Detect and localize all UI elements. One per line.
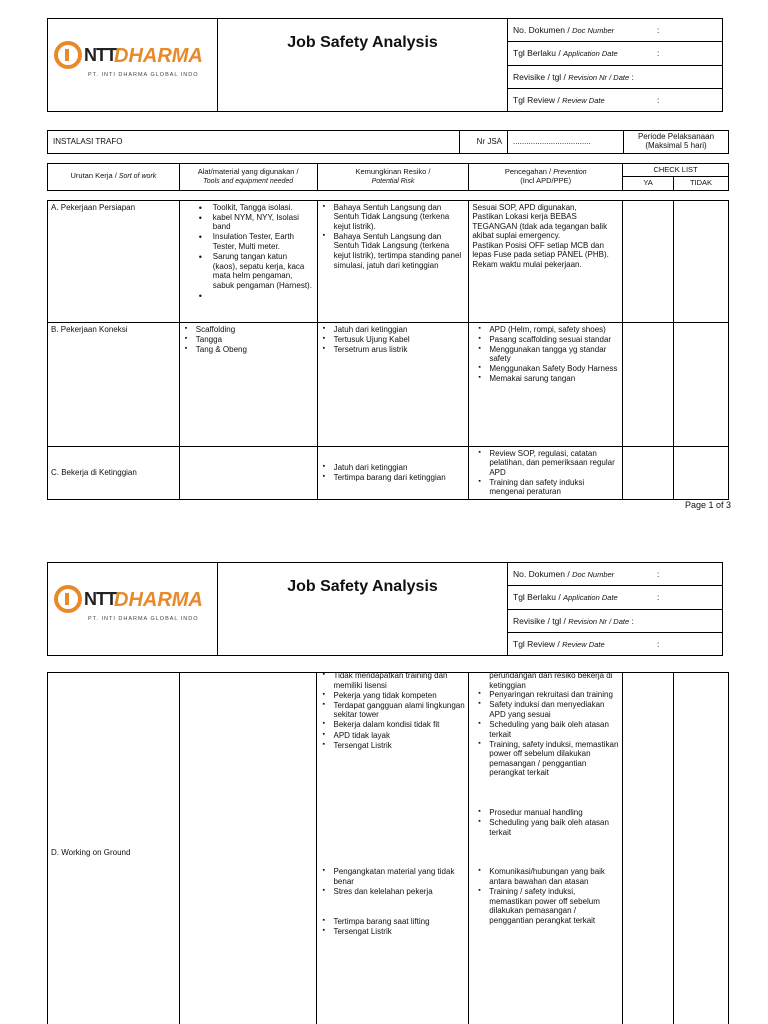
page-number: Page 1 of 3 <box>684 500 731 510</box>
title-cell <box>218 563 508 655</box>
doc-number-row: No. Dokumen / Doc Number : <box>508 19 722 42</box>
check-no-cell[interactable] <box>674 200 729 322</box>
document-title: Job Safety Analysis <box>287 34 438 51</box>
logo-subtitle: PT. INTI DHARMA GLOBAL INDO <box>88 616 199 622</box>
list-item: ▪ Pekerja yang tidak kompeten <box>320 691 465 701</box>
title-cell <box>218 19 508 111</box>
prevention-cell <box>469 200 623 322</box>
list-item: ▪ Scheduling yang baik oleh atasan terkait <box>476 818 619 837</box>
table-row <box>48 673 729 1024</box>
document-meta <box>508 19 722 111</box>
risk-cell <box>317 200 469 322</box>
revision-row: Revisike / tgl / Revision Nr / Date : <box>508 66 722 89</box>
list-item: ▪ Tertimpa barang saat lifting <box>320 917 465 927</box>
review-date-row: Tgl Review / Review Date : <box>513 94 660 105</box>
tools-cell <box>179 673 317 1024</box>
list-item: ▪ Tersengat Listrik <box>320 927 465 937</box>
list-item: • kabel NYM, NYY, Isolasi band <box>183 213 314 232</box>
col-header-risk: Kemungkinan Resiko / Potential Risk <box>317 164 469 191</box>
list-item: ▪ Komunikasi/hubungan yang baik antara bawahan dan atasan <box>476 867 619 886</box>
period-cell <box>624 131 728 153</box>
tools-cell <box>179 200 317 322</box>
logo-text-dharma: DHARMA <box>114 45 203 67</box>
list-item: ▪ APD (Helm, rompi, safety shoes) <box>476 325 619 335</box>
document-title: Job Safety Analysis <box>287 578 438 595</box>
table-row <box>48 200 729 322</box>
logo-subtitle: PT. INTI DHARMA GLOBAL INDO <box>88 72 199 78</box>
doc-number-row: No. Dokumen / Doc Number : <box>508 563 722 586</box>
jsa-number-value: ................................... <box>508 131 624 153</box>
list-item: ▪ Scaffolding <box>183 325 314 335</box>
check-yes-cell[interactable] <box>623 200 674 322</box>
company-logo <box>54 41 214 89</box>
list-item: ▪ Pengangkatan material yang tidak benar <box>320 867 465 886</box>
check-no-cell[interactable] <box>674 673 729 1024</box>
check-yes-cell[interactable] <box>623 673 674 1024</box>
list-item: ▪ Bahaya Sentuh Langsung dan Sentuh Tidak Langsung (terkena kejut listrik), tertimpa standing panel simulasi, jatuh dari ketinggian <box>321 232 466 270</box>
list-item: • Toolkit, Tangga isolasi. <box>183 203 314 213</box>
document-meta <box>508 563 722 655</box>
list-item: ▪ Bekerja dalam kondisi tidak fit <box>320 720 465 730</box>
jsa-table-page2 <box>47 672 729 1024</box>
table-row <box>48 446 729 500</box>
col-header-yes: YA <box>623 177 674 190</box>
list-item: ▪ Prosedur manual handling <box>476 808 619 818</box>
list-item: ▪ Tang & Obeng <box>183 345 314 355</box>
list-item: • Insulation Tester, Earth Tester, Multi meter. <box>183 232 314 251</box>
list-item: ▪ Tertimpa barang dari ketinggian <box>321 473 466 483</box>
logo-cell <box>48 19 218 111</box>
revision-row: Revisike / tgl / Revision Nr / Date : <box>508 610 722 633</box>
activity-info-row <box>47 130 729 154</box>
logo-mark-icon <box>54 41 82 69</box>
company-logo <box>54 585 214 633</box>
logo-text-ntt: NTT <box>84 45 116 65</box>
risk-cell <box>317 446 469 500</box>
logo-mark-icon <box>54 585 82 613</box>
prevention-cell <box>469 446 623 500</box>
list-item: ▪ Tertusuk Ujung Kabel <box>321 335 466 345</box>
prevention-continued: perundangan dan resiko bekerja di ketinggian <box>489 671 613 690</box>
prevention-cell <box>469 322 623 446</box>
check-yes-cell[interactable] <box>623 446 674 500</box>
prevention-line: Pastikan Posisi OFF setiap MCB dan lepas Fuse pada setiap PANEL (PHB). <box>472 240 609 260</box>
list-item: ▪ Menggunakan tangga yg standar safety <box>476 345 619 364</box>
jsa-header <box>47 562 723 656</box>
document-page-2 <box>0 530 768 1024</box>
col-header-tools: Alat/material yang digunakan / Tools and equipment needed <box>179 164 317 191</box>
list-item: ▪ Menggunakan Safety Body Harness <box>476 364 619 374</box>
table-row <box>48 322 729 446</box>
jsa-header <box>47 18 723 112</box>
list-item: ▪ Memakai sarung tangan <box>476 374 619 384</box>
step-cell: C. Bekerja di Ketinggian <box>48 446 180 500</box>
list-item: ▪ Review SOP, regulasi, catatan pelatihan, dan pemeriksaan regular APD <box>476 449 619 478</box>
list-item: ▪ Training, safety induksi, memastikan power off sebelum dilakukan pemasangan / penggantian perangkat terkait <box>476 740 619 778</box>
list-item: ▪ Penyaringan rekruitasi dan training <box>476 690 619 700</box>
step-cell: B. Pekerjaan Koneksi <box>48 322 180 446</box>
apply-date-row: Tgl Berlaku / Application Date : <box>508 42 722 65</box>
logo-text-ntt: NTT <box>84 589 116 609</box>
logo-text-dharma: DHARMA <box>114 589 203 611</box>
list-item: • Sarung tangan katun (kaos), sepatu kerja, kaca mata helm pengaman, sabuk pengaman (Harnest). <box>183 252 314 290</box>
list-item: ▪ Tidak mendapatkan training dan memiliki lisensi <box>320 671 465 690</box>
list-item: ▪ Terdapat gangguan alami lingkungan sekitar tower <box>320 701 465 720</box>
list-item: ▪ Pasang scaffolding sesuai standar <box>476 335 619 345</box>
list-item: ▪ Jatuh dari ketinggian <box>321 325 466 335</box>
col-header-order: Urutan Kerja / Sort of work <box>48 164 180 191</box>
list-item: ▪ Tersetrum arus listrik <box>321 345 466 355</box>
col-header-no: TIDAK <box>674 177 729 190</box>
logo-cell <box>48 563 218 655</box>
review-date-row: Tgl Review / Review Date : <box>513 638 660 649</box>
tools-cell <box>179 446 317 500</box>
list-item: ▪ Tersengat Listrik <box>320 741 465 751</box>
period-label: Periode Pelaksanaan <box>637 132 715 142</box>
list-item: ▪ Jatuh dari ketinggian <box>321 463 466 473</box>
jsa-number-label: Nr JSA <box>460 131 508 153</box>
col-header-prevention: Pencegahan / Prevention (Incl APD/PPE) <box>469 164 623 191</box>
step-cell: D. Working on Ground <box>48 673 180 1024</box>
check-no-cell[interactable] <box>674 446 729 500</box>
tools-cell <box>179 322 317 446</box>
list-item: ▪ Training / safety induksi, memastikan power off sebelum dilakukan pemasangan / penggantian perangkat terkait <box>476 887 619 925</box>
risk-cell <box>317 322 469 446</box>
list-item: ▪ Tangga <box>183 335 314 345</box>
list-item: ▪ Training dan safety induksi mengenai peraturan <box>476 478 619 497</box>
prevention-cell <box>469 673 623 1024</box>
list-item: ▪ Bahaya Sentuh Langsung dan Sentuh Tidak Langsung (terkena kejut listrik). <box>321 203 466 232</box>
list-item: ▪ Scheduling yang baik oleh atasan terkait <box>476 720 619 739</box>
step-cell: A. Pekerjaan Persiapan <box>48 200 180 322</box>
list-item: ▪ Safety induksi dan menyediakan APD yang sesuai <box>476 700 619 719</box>
prevention-line: Rekam waktu mulai pekerjaan. <box>472 260 582 270</box>
period-value: (Maksimal 5 hari) <box>645 141 707 150</box>
list-item: ▪ Stres dan kelelahan pekerja <box>320 887 465 897</box>
risk-cell <box>317 673 469 1024</box>
list-item: ▪ APD tidak layak <box>320 731 465 741</box>
apply-date-row: Tgl Berlaku / Application Date : <box>508 586 722 609</box>
jsa-table-page1 <box>47 163 729 500</box>
check-yes-cell[interactable] <box>623 322 674 446</box>
col-header-checklist: CHECK LIST <box>623 164 729 177</box>
activity-name: INSTALASI TRAFO <box>48 131 460 153</box>
prevention-line: Pastikan Lokasi kerja BEBAS TEGANGAN (tdak ada tegangan balik akibat suplai emergency. <box>472 212 608 241</box>
check-no-cell[interactable] <box>674 322 729 446</box>
prevention-line: Sesuai SOP, APD digunakan, <box>472 202 577 212</box>
